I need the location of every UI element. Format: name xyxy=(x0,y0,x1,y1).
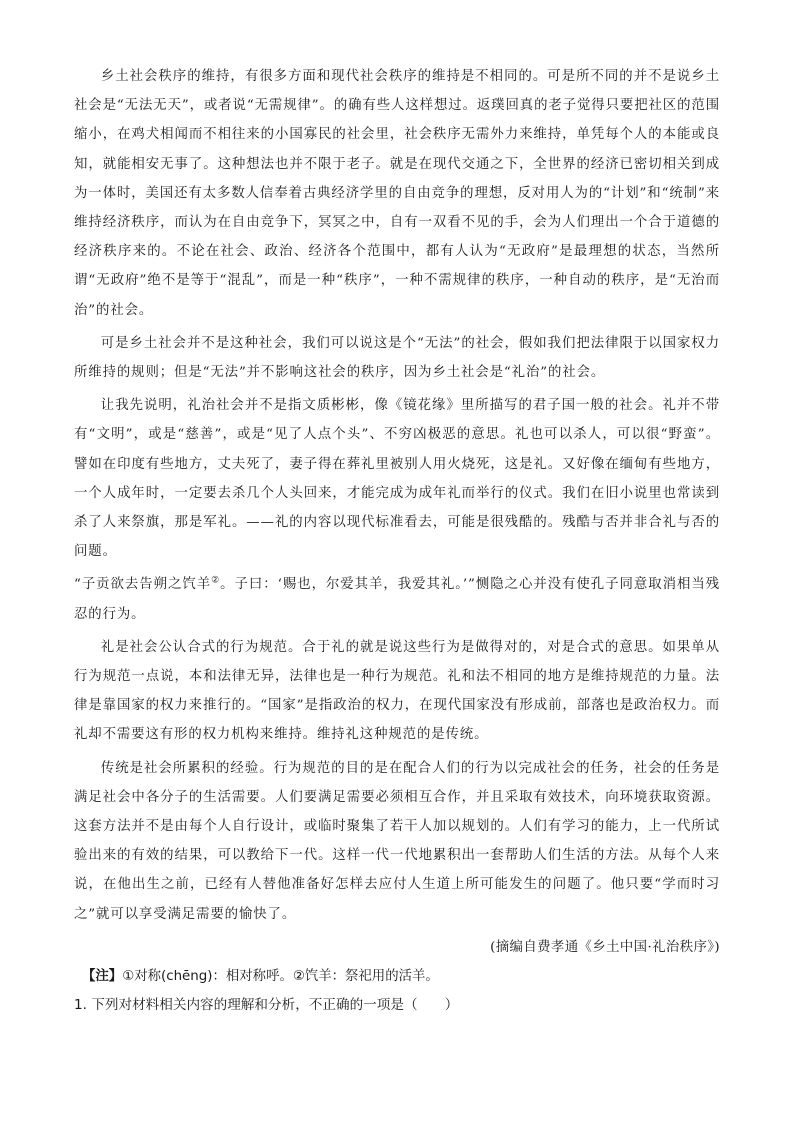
paragraph-4-part-2: 。子曰：‘赐也，尔爱其羊，我爱其礼。’”恻隐之心并没有使孔子同意取消相当残忍的行为。 xyxy=(74,577,720,622)
paragraph-4 xyxy=(74,570,720,628)
question-1: 1. 下列对材料相关内容的理解和分析，不正确的一项是（ ） xyxy=(74,996,459,1013)
passage xyxy=(74,62,720,962)
paragraph-4-part-1: “子贡欲去告朔之饩羊 xyxy=(74,577,212,593)
footnote-label: 【注】 xyxy=(82,968,123,984)
paragraph-1: 乡土社会秩序的维持，有很多方面和现代社会秩序的维持是不相同的。可是所不同的并不是说乡土社会是“无法无天”，或者说“无需规律”。的确有些人这样想过。返璞回真的老子觉得只要把社区的范围缩小，在鸡犬相闻而不相往来的小国寡民的社会里，社会秩序无需外力来维持，单凭每个人的本能或良知，就能相安无事了。这种想法也并不限于老子。就是在现代交通之下，全世界的经济已密切相关到成为一体时，美国还有太多数人信奉着古典经济学里的自由竞争的理想，反对用人为的“计划”和“统制”来维持经济秩序，而认为在自由竞争下，冥冥之中，自有一双看不见的手，会为人们理出一个合于道德的经济秩序来的。不论在社会、政治、经济各个范围中，都有人认为“无政府”是最理想的状态，当然所谓“无政府”绝不是等于“混乱”，而是一种“秩序”，一种不需规律的秩序，一种自动的秩序，是“无治而治”的社会。 xyxy=(74,69,720,318)
footnote-marker-2: ② xyxy=(211,575,221,586)
paragraph-5: 礼是社会公认合式的行为规范。合于礼的就是说这些行为是做得对的，对是合式的意思。如果单从行为规范一点说，本和法律无异，法律也是一种行为规范。礼和法不相同的地方是维持规范的力量。法律是靠国家的权力来推行的。“国家”是指政治的权力，在现代国家没有形成前，部落也是政治权力。而礼却不需要这有形的权力机构来维持。维持礼这种规范的是传统。 xyxy=(74,639,720,743)
footnote-text: ①对称(chēng)：相对称呼。②饩羊：祭祀用的活羊。 xyxy=(122,968,439,984)
paragraph-3: 让我先说明，礼治社会并不是指文质彬彬，像《镜花缘》里所描写的君子国一般的社会。礼并不带有“文明”，或是“慈善”，或是“见了人点个头”、不穷凶极恶的意思。礼也可以杀人，可以很“野蛮”。譬如在印度有些地方，丈夫死了，妻子得在葬礼里被别人用火烧死，这是礼。又好像在缅甸有些地方，一个人成年时，一定要去杀几个人头回来，才能完成为成年礼而举行的仪式。我们在旧小说里也常读到杀了人来祭旗，那是军礼。——礼的内容以现代标准看去，可能是很残酷的。残酷与否并非合礼与否的问题。 xyxy=(74,398,720,560)
paragraph-6: 传统是社会所累积的经验。行为规范的目的是在配合人们的行为以完成社会的任务，社会的任务是满足社会中各分子的生活需要。人们要满足需要必须相互合作，并且采取有效技术，向环境获取资源。这套方法并不是由每个人自行设计，或临时聚集了若干人加以规划的。人们有学习的能力，上一代所试验出来的有效的结果，可以教给下一代。这样一代一代地累积出一套帮助人们生活的方法。从每个人来说，在他出生之前，已经有人替他准备好怎样去应付人生道上所可能发生的问题了。他只要“学而时习之”就可以享受满足需要的愉快了。 xyxy=(74,760,720,922)
source-citation: (摘编自费孝通《乡土中国·礼治秩序》) xyxy=(490,939,720,955)
paragraph-2: 可是乡土社会并不是这种社会，我们可以说这是个“无法”的社会，假如我们把法律限于以国家权力所维持的规则；但是“无法”并不影响这社会的秩序，因为乡土社会是“礼治”的社会。 xyxy=(74,335,720,381)
footnote xyxy=(74,962,720,991)
